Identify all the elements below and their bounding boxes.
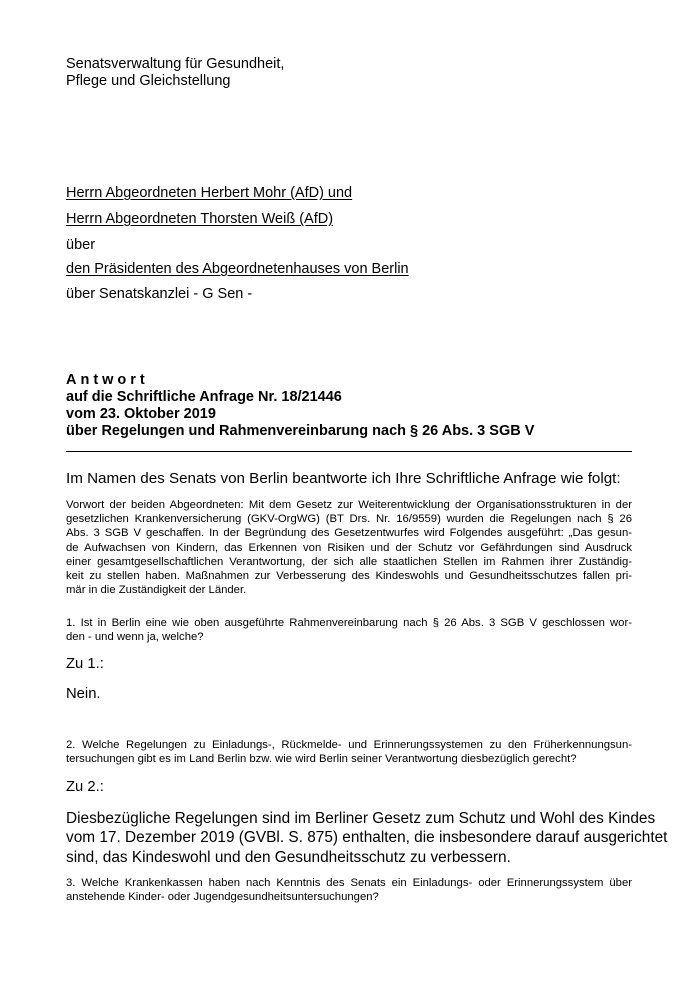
answer-2-text (66, 809, 668, 867)
preface-line: gesetzlichen Krankenversicherung (GKV-OrgWG) (BT Drs. Nr. 16/9559) wurden die Regelungen nach § 26 (66, 513, 632, 526)
answer-2-line: sind, das Kindeswohl und den Gesundheitsschutz zu verbessern. (66, 848, 511, 866)
preface-line: einer gesamtgesellschaftlichen Verantwortung, der sich alle staatlichen Stellen im Rahmen ihrer Zuständig- (66, 555, 632, 568)
title-line-2: auf die Schriftliche Anfrage Nr. 18/21446 (66, 389, 342, 405)
answer-2-line: vom 17. Dezember 2019 (GVBl. S. 875) enthalten, die insbesondere darauf ausgerichtet (66, 829, 668, 847)
question-3-line: 3. Welche Krankenkassen haben nach Kenntnis des Senats ein Einladungs- oder Erinnerungssystem über (66, 877, 632, 889)
sender-line-2: Pflege und Gleichstellung (66, 73, 231, 89)
question-3 (66, 876, 632, 904)
question-1 (66, 616, 632, 644)
preface-line: Vorwort der beiden Abgeordneten: Mit dem Gesetz zur Weiterentwicklung der Organisationsstrukturen in der (66, 499, 632, 511)
question-2-line: 2. Welche Regelungen zu Einladungs-, Rückmelde- und Erinnerungssystemen zu den Früherkennungsun- (66, 739, 632, 751)
sender-line-1: Senatsverwaltung für Gesundheit, (66, 56, 285, 72)
question-1-line: den - und wenn ja, welche? (66, 631, 204, 644)
title-divider (66, 451, 632, 452)
answer-1-text: Nein. (66, 686, 101, 702)
preface-paragraph (66, 498, 632, 597)
answer-2-label: Zu 2.: (66, 779, 104, 795)
question-2 (66, 738, 632, 766)
via-line-2: über Senatskanzlei - G Sen - (66, 286, 253, 302)
question-3-line: anstehende Kinder- oder Jugendgesundheitsuntersuchungen? (66, 891, 379, 904)
sender-block (66, 56, 284, 90)
answer-1-label: Zu 1.: (66, 656, 104, 672)
title-line-3: vom 23. Oktober 2019 (66, 406, 216, 422)
question-1-line: 1. Ist in Berlin eine wie oben ausgeführte Rahmenvereinbarung nach § 26 Abs. 3 SGB V geschlossen wor- (66, 617, 632, 629)
intro-sentence: Im Namen des Senats von Berlin beantworte ich Ihre Schriftliche Anfrage wie folgt: (66, 470, 621, 487)
title-label: Antwort (66, 372, 149, 388)
answer-2-line: Diesbezügliche Regelungen sind im Berliner Gesetz zum Schutz und Wohl des Kindes (66, 810, 656, 827)
preface-line: de Aufwachsen von Kindern, das Erkennen von Risiken und der Schutz vor Gefährdungen sind Ausdruck (66, 541, 632, 554)
question-2-line: tersuchungen gibt es im Land Berlin bzw. wie wird Berlin seiner Verantwortung diesbezüglich gerecht? (66, 753, 577, 766)
via-line-1: über (66, 237, 96, 253)
president-line: den Präsidenten des Abgeordnetenhauses von Berlin (66, 261, 409, 277)
preface-line: Abs. 3 SGB V geschaffen. In der Begründung des Gesetzentwurfes wird Folgendes ausgeführt: „Das gesun- (66, 527, 632, 540)
document-title (66, 372, 534, 440)
recipient-line-1: Herrn Abgeordneten Herbert Mohr (AfD) und (66, 185, 353, 201)
preface-line: keit zu stellen haben. Maßnahmen zur Verbesserung des Kindeswohls und Gesundheitsschutzes fallen pri- (66, 570, 632, 583)
title-line-4: über Regelungen und Rahmenvereinbarung nach § 26 Abs. 3 SGB V (66, 423, 535, 439)
preface-line: mär in die Zuständigkeit der Länder. (66, 584, 247, 597)
recipient-line-2: Herrn Abgeordneten Thorsten Weiß (AfD) (66, 211, 334, 227)
